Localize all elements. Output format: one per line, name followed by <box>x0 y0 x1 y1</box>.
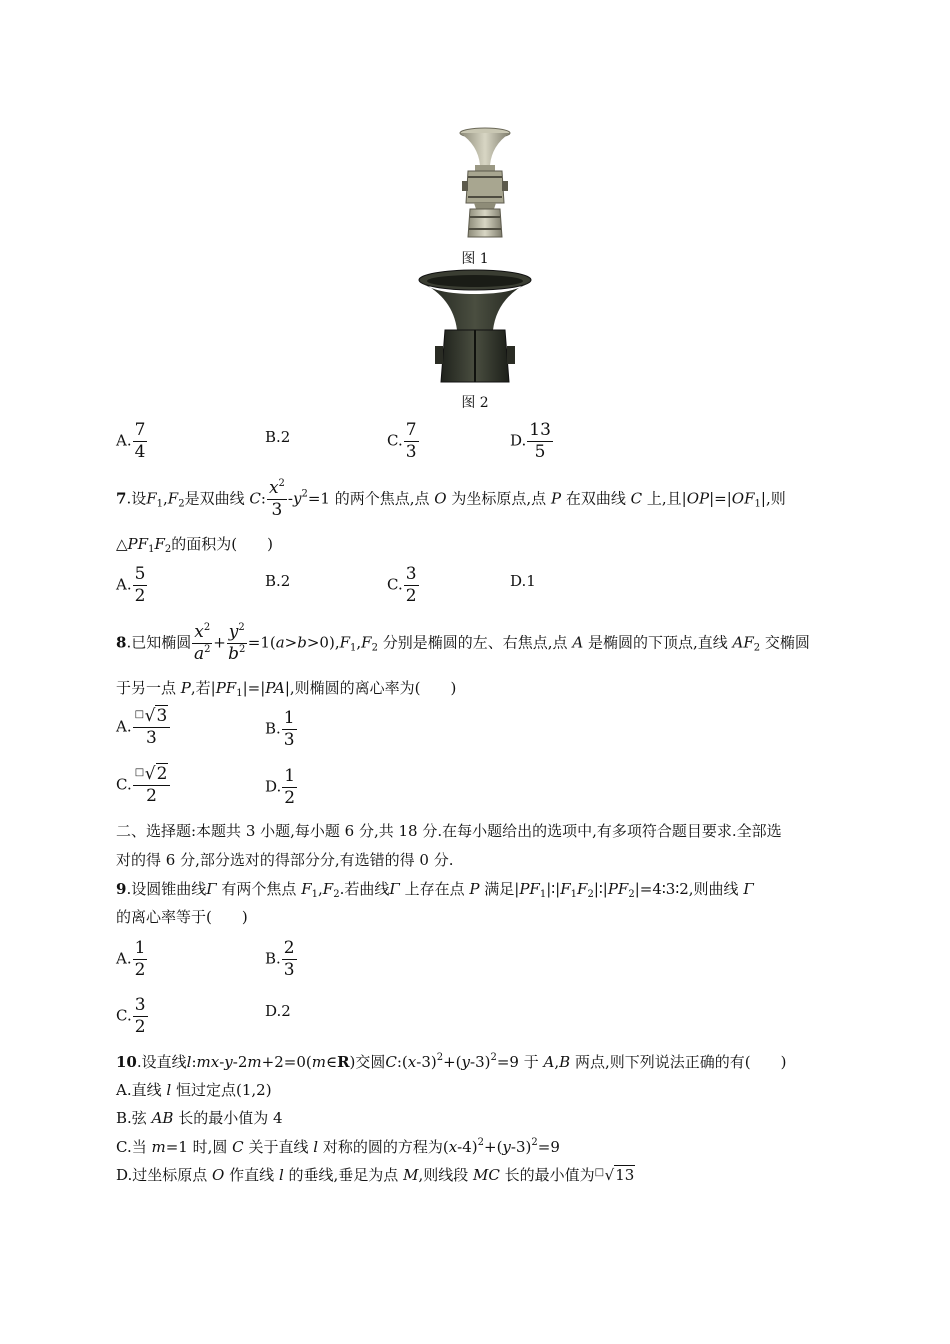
q9-option-a[interactable]: A. $\frac{1}{2}$ <box>116 938 146 980</box>
q9-option-c[interactable]: C. $\frac{3}{2}$ <box>116 995 146 1037</box>
q8-option-b[interactable]: B. $\frac{1}{3}$ <box>265 708 295 750</box>
q7-option-b[interactable]: B.2 <box>265 572 291 590</box>
q8-stem-line1: 8.已知椭圆 $\frac{x^2}{a^2}$ + $\frac{y^2}{b^2}$ $=1(a>b>0),F_1,F_2$ 分别是椭圆的左、右焦点,点 A 是椭圆的下顶点,直线 $AF_2$ 交椭圆 <box>116 622 810 664</box>
q10-stem: 10.设直线l:mx-y-2m+2=0(m∈R)交圆$C:(x-3)^2+(y-3)^2=9$ 于 A,B 两点,则下列说法正确的有( ) <box>116 1052 787 1071</box>
q8-stem-line2: 于另一点 P,若$|PF_1|=|PA|$,则椭圆的离心率为( ) <box>116 679 457 699</box>
q9-stem-line2: 的离心率等于( ) <box>116 908 248 926</box>
q7-option-a[interactable]: A. $\frac{5}{2}$ <box>116 564 146 606</box>
q9-option-d[interactable]: D.2 <box>265 1002 291 1020</box>
figure-1-caption: 图 1 <box>461 251 489 267</box>
section-2-header-line1: 二、选择题:本题共 3 小题,每小题 6 分,共 18 分.在每小题给出的选项中,有多项符合题目要求.全部选 <box>116 822 782 840</box>
vessel-figure-1 <box>430 125 540 245</box>
q6-option-d[interactable]: D. $\frac{13}{5}$ <box>510 420 551 462</box>
q9-option-b[interactable]: B. $\frac{2}{3}$ <box>265 938 295 980</box>
vessel-figure-2 <box>415 268 535 386</box>
q10-option-a[interactable]: A.直线 l 恒过定点(1,2) <box>116 1081 272 1099</box>
q7-stem-line1: 7.设$F_1,F_2$是双曲线 C: $\frac{x^2}{3}$ $-y^2=1$ 的两个焦点,点 O 为坐标原点,点 P 在双曲线 C 上,且$|OP|=|OF_1|$,则 <box>116 478 786 520</box>
q6-option-b[interactable]: B.2 <box>265 428 291 446</box>
q9-stem-line1: 9.设圆锥曲线Γ 有两个焦点 $F_1,F_2$.若曲线Γ 上存在点 P 满足$|PF_1|∶|F_1F_2|∶|PF_2|=4∶3∶2$,则曲线 Γ <box>116 880 754 900</box>
q8-option-d[interactable]: D. $\frac{1}{2}$ <box>265 766 296 808</box>
q7-option-c[interactable]: C. $\frac{3}{2}$ <box>387 564 417 606</box>
q6-option-c[interactable]: C. $\frac{7}{3}$ <box>387 420 417 462</box>
q10-option-c[interactable]: C.当 m=1 时,圆 C 关于直线 l 对称的圆的方程为$(x-4)^2+(y-3)^2=9$ <box>116 1137 560 1156</box>
figure-2-caption: 图 2 <box>461 395 489 411</box>
q8-option-a[interactable]: A. □ √3 3 <box>116 706 171 749</box>
section-2-header-line2: 对的得 6 分,部分选对的得部分分,有选错的得 0 分. <box>116 851 454 869</box>
q10-option-d[interactable]: D.过坐标原点 O 作直线 l 的垂线,垂足为点 M,则线段 MC 长的最小值为 □ √13 <box>116 1166 635 1184</box>
q7-stem-line2: $\triangle PF_1F_2$的面积为( ) <box>116 535 273 555</box>
q6-option-a[interactable]: A. $\frac{7}{4}$ <box>116 420 146 462</box>
q10-option-b[interactable]: B.弦 AB 长的最小值为 4 <box>116 1109 283 1127</box>
q8-option-c[interactable]: C. □ √2 2 <box>116 764 171 807</box>
q7-option-d[interactable]: D.1 <box>510 572 536 590</box>
